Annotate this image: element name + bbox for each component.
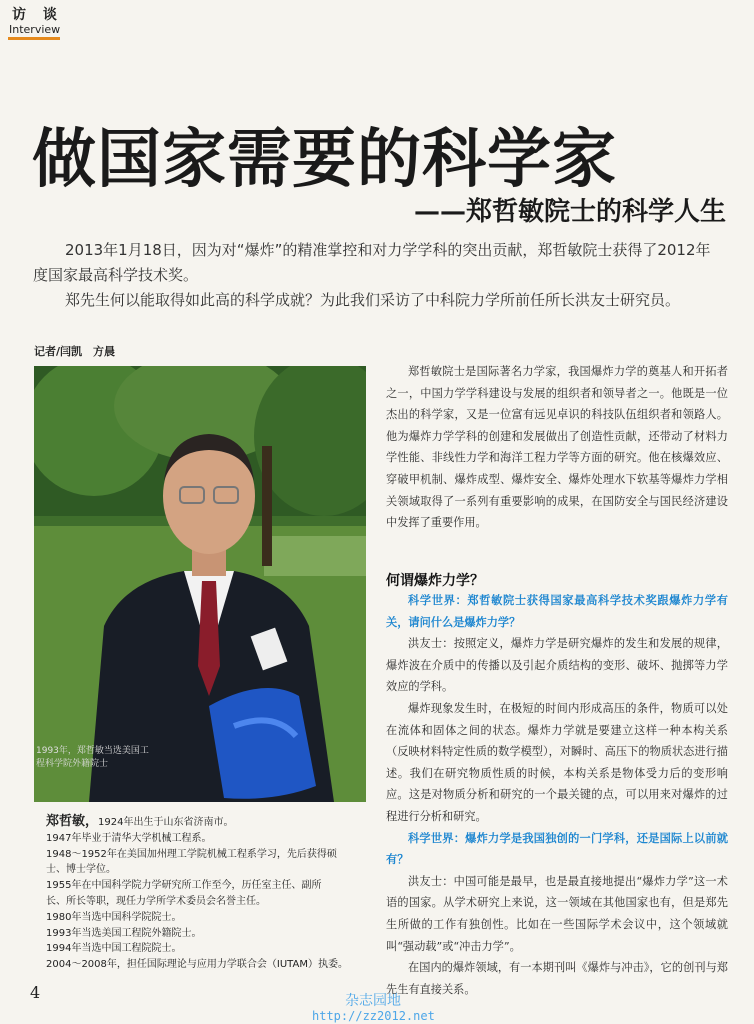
bio-line: 1948～1952年在美国加州理工学院机械工程系学习，先后获得硕 (46, 848, 337, 860)
page-number: 4 (30, 983, 41, 1002)
article-title: 做国家需要的科学家 (32, 123, 617, 197)
bio-line: 1947年毕业于清华大学机械工程系。 (46, 832, 212, 844)
bio-line: 1993年当选美国工程院外籍院士。 (46, 927, 202, 939)
bio-line: 1955年在中国科学院力学研究所工作至今，历任室主任、副所 (46, 880, 322, 892)
bio-line: 士、博士学位。 (46, 864, 116, 876)
bio-line: 长、所长等职，现任力学所学术委员会名誉主任。 (46, 895, 266, 907)
intro-paragraph-block (386, 361, 728, 534)
bio-line: 2004～2008年，担任国际理论与应用力学联合会（IUTAM）执委。 (46, 959, 348, 971)
answer-paragraph: 洪友士：中国可能是最早，也是最直接地提出“爆炸力学”这一术语的国家。从学术研究上来说，这一领域在其他国家也有，但是郑先生所做的工作有独创性。比如在一些国际学术会议中，这个领域就叫“强动载”或“冲击力学”。 (386, 874, 728, 953)
portrait-photo (34, 366, 366, 802)
bio-line: 1994年当选中国工程院院士。 (46, 943, 182, 955)
watermark-url: http://zz2012.net (312, 1009, 435, 1023)
bio-box (46, 814, 368, 973)
photo-caption: 1993年，郑哲敏当选美国工程科学院外籍院士 (36, 746, 149, 769)
answer-paragraph: 爆炸现象发生时，在极短的时间内形成高压的条件，物质可以处在流体和固体之间的状态。爆炸力学就是要建立这样一种本构关系（反映材料特定性质的数学模型），对瞬时、高压下的物质状态进行描述。我们在研究物质性质的时候，本构关系是物体受力后的变形响应。这是对物质分析和研究的一个最关键的点，可以用来对爆炸的过程进行分析和研究。 (386, 701, 728, 823)
article-subtitle: ——郑哲敏院士的科学人生 (413, 197, 726, 227)
intro-paragraph: 郑哲敏院士是国际著名力学家，我国爆炸力学的奠基人和开拓者之一，中国力学学科建设与发展的组织者和领导者之一。他既是一位杰出的科学家，又是一位富有远见卓识的科技队伍组织者和领路人。他为爆炸力学学科的创建和发展做出了创造性贡献，还带动了材料力学性能、非线性力学和海洋工程力学等方面的研究。他在核爆效应、穿破甲机制、爆炸成型、爆炸安全、爆炸处理水下软基等爆炸力学相关领域取得了一系列有重要影响的成果，在国防安全与国民经济建设中发挥了重要作用。 (386, 365, 728, 530)
lead-paragraphs (33, 238, 723, 313)
bio-line: 1924年出生于山东省济南市。 (98, 817, 234, 828)
question-1: 科学世界：郑哲敏院士获得国家最高科学技术奖跟爆炸力学有关，请问什么是爆炸力学？ (386, 593, 728, 629)
byline: 记者/闫凯 方晨 (34, 345, 116, 358)
bio-name: 郑哲敏， (46, 814, 99, 829)
section-label: 访 谈 (12, 7, 63, 23)
lead-paragraph: 郑先生何以能取得如此高的科学成就？为此我们采访了中科院力学所前任所长洪友士研究员。 (65, 291, 681, 309)
bio-line: 1980年当选中国科学院院士。 (46, 911, 182, 923)
section-label-en: Interview (9, 23, 61, 36)
lead-paragraph: 2013年1月18日，因为对“爆炸”的精准掌控和对力学学科的突出贡献，郑哲敏院士获得了2012年度国家最高科学技术奖。 (33, 241, 711, 284)
question-2: 科学世界：爆炸力学是我国独创的一门学科，还是国际上以前就有？ (386, 830, 728, 867)
interview-block (386, 590, 728, 1000)
answer-paragraph: 在国内的爆炸领域，有一本期刊叫《爆炸与冲击》，它的创刊与郑先生有直接关系。 (386, 961, 728, 996)
section-heading: 何谓爆炸力学？ (386, 573, 484, 589)
watermark-title: 杂志园地 (345, 993, 401, 1009)
answer-paragraph: 洪友士：按照定义，爆炸力学是研究爆炸的发生和发展的规律，爆炸波在介质中的传播以及引起介质结构的变形、破坏、抛掷等力学效应的学科。 (386, 637, 728, 694)
section-underline (8, 37, 60, 40)
